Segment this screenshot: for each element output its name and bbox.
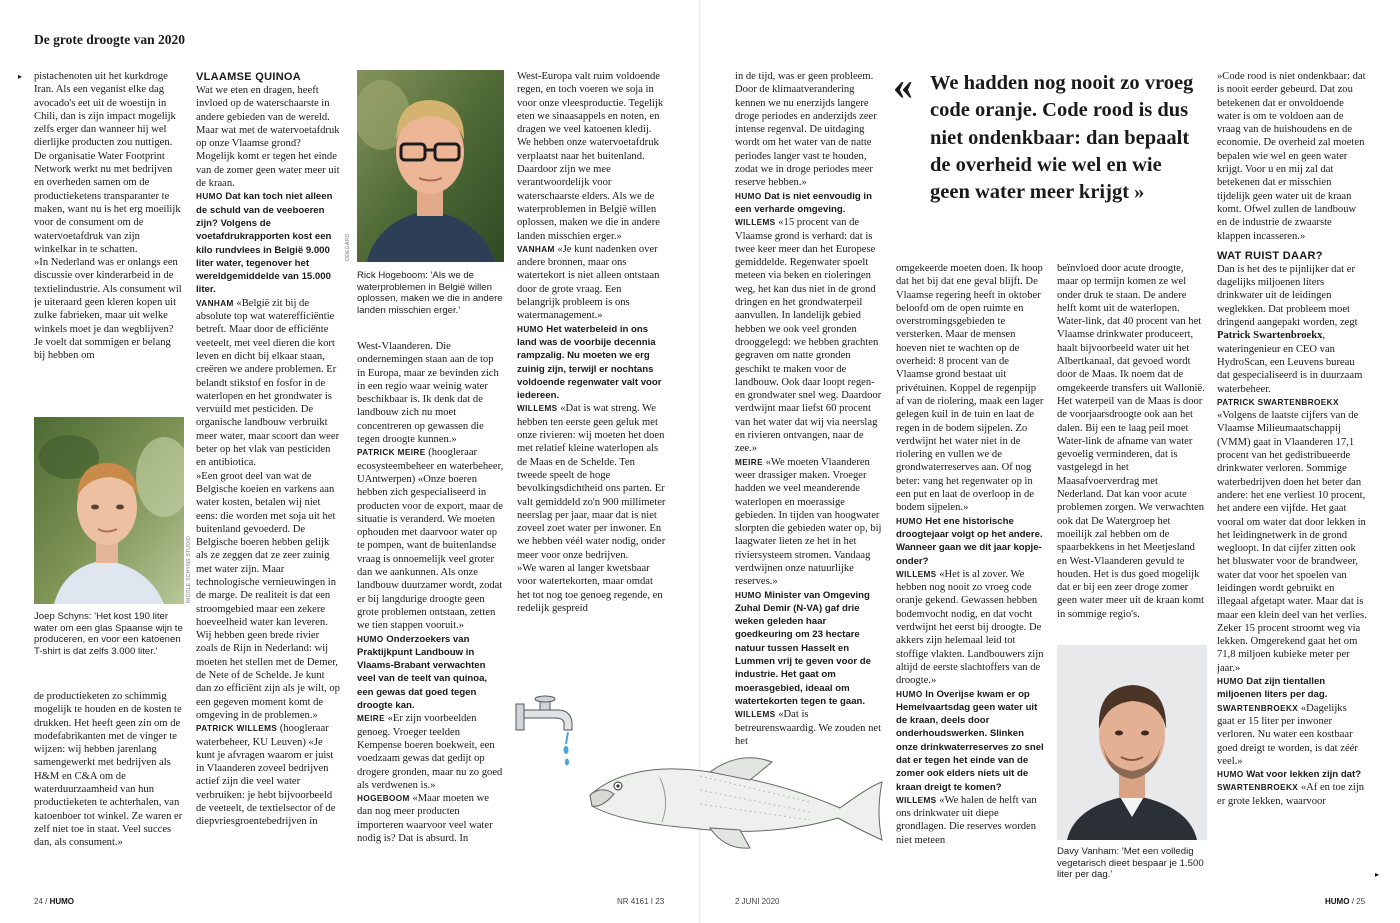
interview-answer: «Onze boeren hebben zich gespecialiseerd in producten voor de export, maar de situatie is veranderd. We moeten ophouden met daarvoor water op te pompen, want de buitenlandse vraag is onnoemelijk veel groter dan we aankunnen. Als onze landbouw duurzamer wordt, zodat er bij langdurige droogte geen grote problemen ontstaan, zetten we tien stappen vooruit.» bbox=[357, 473, 503, 632]
portrait-image bbox=[357, 70, 504, 262]
interview-answer: «15 procent van de Vlaamse grond is verhard: dat is twee keer meer dan het Europese gemiddelde. Regenwater spoelt meteen via beken en rioleringen weg, het kan dus niet in de grond dringen en het grondwaterpeil aanvullen. In landelijk gebied hebben we ook veel gronden drooggelegd: we hebben grachten gegraven om natte gronden geschikt te maken voor de landbouw. Ook daar loopt regen- en grondwater snel weg. Daardoor verdwijnt maar liefst 60 procent van het water dat wij via neerslag en rivieren ontvangen, naar de zee.» bbox=[735, 217, 882, 455]
paragraph: Dan is het des te pijnlijker dat er dagelijks miljoenen liters drinkwater uit de leidingen weglekken. Dat probleem moet dringend aangepakt worden, zegt bbox=[1217, 263, 1358, 329]
column-5 bbox=[735, 70, 885, 770]
speaker-label: HUMO bbox=[735, 191, 762, 201]
portrait-image bbox=[1057, 645, 1207, 840]
interview-answer: «Volgens de laatste cijfers van de Vlaamse Milieumaatschappij (VMM) gaat in Vlaanderen 17,1 procent van het gedistribueerde drinkwater verloren. Sommige waterbedrijven doen het beter dan andere: het ene verliest 10 procent, het andere een vijfde. Het gaat vooral om water dat door lekken in het leidingnetwerk in de grond wegloopt. In dat cijfer zitten ook het bluswater voor de brandweer, water dat voor het spoelen van leidingen wordt gebruikt en illegaal afgetapt water. Maar dat is maar een klein deel van het verlies. Zeker 15 procent stroomt weg via lekken. Omgerekend gaat het om 71,8 miljoen kubieke meter per jaar.» bbox=[1217, 410, 1367, 674]
speaker-label: MEIRE bbox=[735, 457, 763, 467]
speaker-label: PATRICK SWARTENBROEKX bbox=[1217, 397, 1339, 407]
interview-answer: «Dat is betreurenswaardig. We zouden net het bbox=[735, 709, 882, 747]
paragraph: beïnvloed door acute droogte, maar op termijn komen ze wel onder druk te staan. De andere helft komt uit de waterlopen. Water-link, dat 40 procent van het Vlaamse drinkwater produceert, haalt bijvoorbeeld water uit het Albertkanaal, dat gevoed wordt door de Maas. Ik noem dat de omgekeerde transfers uit Wallonië. Het waterpeil van de Maas is door de voorjaarsdroogte ook aan het dalen. Bij een te laag peil moet Water-link de afname van water gevoelig verminderen, dat is vastgelegd in het Maasafvoerverdrag met Nederland. Dat kan voor acute problemen zorgen. We verwachten ook dat De Watergroep het moeilijk zal hebben om de spaarbekkens in het Meetjesland en West-Vlaanderen gevuld te houden. Het is dus goed mogelijk dat er bij een zeer droge zomer geen water meer uit de kraan komt in sommige regio's. bbox=[1057, 263, 1205, 620]
speaker-label: HUMO bbox=[357, 634, 384, 644]
paragraph: de productieketen zo schimmig mogelijk te houden en de kosten te drukken. Het heeft geen zin om de modefabrikanten met de vinger te wijzen: wij hebben jarenlang samengewerkt met bedrijven als H&M en C&A om de waterduurzaamheid van hun productieketen te achterhalen, van katoenboer tot winkel. Ze waren er zelf niet toe in staat. Veel succes dan, als consument.» bbox=[34, 691, 183, 849]
speaker-label: HUMO bbox=[517, 324, 544, 334]
person-name: Patrick Swartenbroekx bbox=[1217, 330, 1323, 342]
section-title: De grote droogte van 2020 bbox=[34, 32, 185, 47]
interview-answer: «Je kunt nadenken over andere bronnen, maar ons watertekort is niet alleen ontstaan door de grote vraag. Een belangrijk probleem is ons watermanagement.» bbox=[517, 243, 660, 322]
fish-illustration bbox=[590, 758, 882, 848]
speaker-label: WILLEMS bbox=[735, 218, 776, 228]
paragraph: »Code rood is niet ondenkbaar: dat is nooit eerder gebeurd. Dat zou betekenen dat er onvoldoende water is om te voldoen aan de vraag van de huishoudens en de economie. De overheid zal moeten bepalen wie wel en geen water krijgt. Voor u en mij zal dat betekenen dat er misschien tijdelijk geen water uit de kraan komt. Ofwel zullen de landbouw en de industrie de zwaarste klappen incasseren.» bbox=[1217, 71, 1366, 242]
paragraph: West-Vlaanderen. Die ondernemingen staan aan de top in Europa, maar ze bevinden zich in een regio waar weinig water beschikbaar is. Ik denk dat de landbouw zich nu moet concentreren op gewassen die tegen droogte kunnen.» bbox=[357, 341, 499, 446]
photo-credit: NICOLE SCHYNS STUDIO bbox=[186, 535, 192, 603]
paragraph: Wat we eten en dragen, heeft invloed op de waterschaarste in andere gebieden van de wereld. Maar wat met de watervoetafdruk op onze Vlaamse grond? Mogelijk komt er tegen het einde van de zomer geen water meer uit de kraan. bbox=[196, 85, 340, 190]
column-1-bottom bbox=[34, 690, 184, 882]
speaker-label: HUMO bbox=[1217, 770, 1244, 780]
paragraph: omgekeerde moeten doen. Ik hoop dat het bij dat ene geval blijft. De Vlaamse regering heeft in oktober beloofd om de open ruimte en overstromingsgebieden te versterken. Maar de mensen hoeven niet te wachten op de overheid: 8 procent van de Vlaamse grond bestaat uit privétuinen. Koppel de regenpijp af van de riolering, maak een lager gelegen kuil in de tuin en laat de regen in de bodem sijpelen. Zo verdwijnt het water niet in de riolering en vullen we de grondwaterreserves aan. Of nog beter: vang het regenwater op in een put en laat de overloop in de bodem sijpelen.» bbox=[896, 263, 1044, 514]
speaker-label: SWARTENBROEKX bbox=[1217, 703, 1299, 713]
page-number: / 25 bbox=[1351, 897, 1366, 906]
paragraph: in de tijd, was er geen probleem. Door de klimaatverandering kennen we nu enerzijds langere droge periodes en anderzijds zeer intense regenval. De uitdaging wordt om het water van de natte periodes langer vast te houden, zodat we in droge periodes meer reserve hebben.» bbox=[735, 71, 877, 189]
paragraph: pistachenoten uit het kurkdroge Iran. Als een veganist elke dag avocado's eet uit de woestijn in Chili, dan is zijn impact mogelijk zelfs erger dan wanneer hij wel dierlijke producten zou nuttigen. De organisatie Water Footprint Network werkt nu met bedrijven en overheden samen om de productieketens transparanter te maken, want nu is het erg moeilijk voor de consument om de watervoetafdruk van zijn winkelkar in te schatten. bbox=[34, 71, 181, 255]
arrow-right-icon: ▸ bbox=[1375, 870, 1380, 879]
speaker-label: WILLEMS bbox=[896, 795, 937, 805]
speaker-label: PATRICK MEIRE bbox=[357, 448, 426, 458]
interview-answer: «België zit bij de absolute top wat waterefficiëntie betreft. Maar door de efficiënte veeteelt, met veel dieren die kort leven en dicht bij elkaar staan, creëren we andere problemen. Er belandt stikstof en fosfor in de waterlopen en het grondwater is vervuild met pesticiden. De organische landbouw verbruikt meer water, maar scoort dan weer beter op het vlak van pesticiden en antibiotica. bbox=[196, 297, 340, 469]
column-3 bbox=[357, 340, 504, 882]
pullquote-mark: « bbox=[893, 63, 913, 108]
speaker-role: (hoogleraar waterbeheer, KU Leuven) bbox=[196, 723, 329, 748]
interview-answer: «Dat is wat streng. We hebben ten eerste geen geluk met onze rivieren: wij moeten het doen met relatief kleine waterlopen als de Maas en de Schelde. Ten tweede speelt de hoge bevolkingsdichtheid ons parten. Er valt gemiddeld zo'n 900 millimeter neerslag per jaar, maar dat is niet zoveel zoet water per inwoner. En we hebben véél water nodig, onder meer voor onze bedrijven. bbox=[517, 403, 666, 561]
paragraph: »We waren al langer kwetsbaar voor watertekorten, maar omdat het tot nog toe genoeg regende, en redelijk gespreid bbox=[517, 562, 663, 614]
speaker-label: HUMO bbox=[196, 192, 223, 202]
speaker-label: WILLEMS bbox=[896, 569, 937, 579]
speaker-label: WILLEMS bbox=[517, 404, 558, 414]
subheading: VLAAMSE QUINOA bbox=[196, 71, 302, 83]
interview-answer: «Maar moeten we dan nog meer producten importeren waarvoor veel water nodig is? Dat is absurd. In bbox=[357, 793, 493, 844]
column-6 bbox=[896, 262, 1044, 882]
photo-credit: ODEGARD bbox=[345, 233, 351, 261]
speaker-label: VANHAM bbox=[196, 298, 234, 308]
interview-question: Dat zijn tientallen miljoenen liters per dag. bbox=[1217, 676, 1328, 701]
brand-logo: HUMO bbox=[1325, 897, 1350, 906]
speaker-label: HUMO bbox=[896, 689, 923, 699]
column-7 bbox=[1057, 262, 1207, 640]
photo-davy-vanham bbox=[1057, 645, 1207, 840]
interview-question: In Overijse kwam er op Hemelvaartsdag geen water uit de kraan, deels door onderhoudswerken. Slinken onze drinkwaterreserves zo snel dat er tegen het einde van de zomer ook elders niets uit de kraan dreigt te komen? bbox=[896, 688, 1044, 793]
interview-question: Het ene historische droogtejaar volgt op het andere. Wanneer gaan we dit jaar kopje-onder? bbox=[896, 515, 1043, 567]
speaker-label: VANHAM bbox=[517, 244, 555, 254]
column-8 bbox=[1217, 70, 1367, 882]
speaker-label: HUMO bbox=[896, 516, 923, 526]
column-2 bbox=[196, 70, 341, 882]
photo-rick-hogeboom bbox=[357, 70, 504, 262]
interview-question: Het waterbeleid in ons land was de voorbije decennia rampzalig. Nu moeten we erg zuinig zijn, terwijl er nochtans voldoende regenwater valt voor iedereen. bbox=[517, 323, 662, 402]
paragraph: , wateringenieur en CEO van HydroScan, een Leuvens bureau dat gespecialiseerd is in duurzaam waterbeheer. bbox=[1217, 330, 1363, 395]
pullquote: We hadden nog nooit zo vroeg code oranje. Code rood is dus niet ondenkbaar: dan bepaalt de overheid wie wel en wie geen water meer krijgt » bbox=[930, 72, 1194, 204]
issue-number: NR 4161 I 23 bbox=[617, 897, 665, 906]
speaker-label: WILLEMS bbox=[735, 710, 776, 720]
page-number: 24 / bbox=[34, 897, 48, 906]
speaker-label: PATRICK WILLEMS bbox=[196, 724, 278, 734]
speaker-label: HUMO bbox=[1217, 677, 1244, 687]
interview-answer: «Af en toe zijn er grote lekken, waarvoor bbox=[1217, 782, 1365, 807]
portrait-image bbox=[34, 417, 184, 604]
faucet-illustration bbox=[516, 696, 572, 766]
photo-caption: Joep Schyns: 'Het kost 190 liter water om een glas Spaanse wijn te produceren, en voor een katoenen T-shirt is dat zelfs 3.000 liter.' bbox=[34, 611, 183, 657]
column-1-top bbox=[34, 70, 184, 410]
speaker-label: HUMO bbox=[735, 590, 762, 600]
arrow-right-icon: ▸ bbox=[18, 72, 23, 81]
interview-answer: «We halen de helft van ons drinkwater uit diepe grondlagen. Die reserves worden niet meteen bbox=[896, 794, 1037, 846]
interview-answer: «Er zijn voorbeelden genoeg. Vroeger teelden Kempense boeren boekweit, een voedzaam gewas dat gedijt op drogere gronden, maar nu zo goed als verdwenen is.» bbox=[357, 713, 503, 791]
interview-question: Onderzoekers van Praktijkpunt Landbouw in Vlaams-Brabant verwachten veel van de teelt van quinoa, een gewas dat goed tegen droogte kan. bbox=[357, 633, 488, 712]
interview-answer: «Je kunt je afvragen waarom er juist in Vlaanderen zoveel bedrijven actief zijn die veel water verbruiken: je hebt bijvoorbeeld de veeteelt, de textielsector of de diepvriesgroentebedrijven in bbox=[196, 736, 336, 828]
column-4 bbox=[517, 70, 667, 670]
interview-question: Wat voor lekken zijn dat? bbox=[1246, 769, 1362, 781]
photo-joep-schyns bbox=[34, 417, 184, 604]
speaker-label: HOGEBOOM bbox=[357, 794, 410, 804]
interview-question: Dat is niet eenvoudig in een verharde omgeving. bbox=[735, 190, 872, 215]
paragraph: »In Nederland was er onlangs een discussie over kinderarbeid in de textielindustrie. Als consument wil je uiteraard geen kleren kopen uit zulke fabrieken, maar uit welke winkels moet je dan wegblijven? Je voelt dat sommigen er belang bij hebben om bbox=[34, 257, 182, 362]
issue-date: 2 JUNI 2020 bbox=[735, 897, 780, 906]
photo-caption: Rick Hogeboom: 'Als we de waterproblemen in België willen oplossen, maken we die in andere landen misschien erger.' bbox=[357, 270, 503, 316]
brand-logo: HUMO bbox=[49, 897, 75, 906]
speaker-role: (hoogleraar ecosysteembeheer en waterbeheer, UAntwerpen) bbox=[357, 447, 504, 485]
speaker-label: MEIRE bbox=[357, 714, 385, 724]
footer-left bbox=[34, 897, 74, 906]
interview-answer: «Dagelijks gaat er 15 liter per inwoner verloren. Nu water een kostbaar goed dreigt te worden, is dat zéér veel.» bbox=[1217, 702, 1358, 767]
paragraph: West-Europa valt ruim voldoende regen, en toch voeren we soja in voor onze vleesproductie. Tegelijk eten we sinaasappels en noten, en dragen we veel katoenen kledij. We hebben onze watervoetafdruk verplaatst naar het buitenland. Daardoor zijn we mee verantwoordelijk voor waterschaarste elders. Als we de waterproblemen in België willen oplossen, maken we die in andere landen misschien erger.» bbox=[517, 71, 664, 242]
interview-answer: «We moeten Vlaanderen weer drassiger maken. Vroeger hadden we veel meanderende waterlopen en moerassige gebieden. In tijden van hoogwater slorpten die gebieden water op, bij laagwater lieten ze het in het riviersysteem stromen. Vandaag verdwijnen onze natuurlijke reserves.» bbox=[735, 456, 882, 588]
footer-right bbox=[1325, 897, 1365, 906]
subheading: WAT RUIST DAAR? bbox=[1217, 249, 1323, 262]
interview-question: Minister van Omgeving Zuhal Demir (N-VA) gaf drie weken geleden haar goedkeuring om 23 hectare natuur tussen Hasselt en Lummen vrij te geven voor de industrie. Het gaat om moerasgebied, ideaal om watertekorten tegen te gaan. bbox=[735, 589, 871, 707]
paragraph: »Een groot deel van wat de Belgische koeien en varkens aan water kosten, betalen wij niet eens: die worden met soja uit het buitenland gevoederd. De Belgische boeren hebben gelijk als ze zeggen dat ze zeer zuinig met water zijn. Maar technologische vernieuwingen in de marge. De realiteit is dat een stroomgebied maar een zekere hoeveelheid water kan leveren. Wij hebben geen brede rivier zoals de Rijn in Nederland: wij moeten het stellen met de Demer, de Nete of de Schelde. Je kunt dan zo efficiënt zijn als je wilt, op een gegeven moment komt de omgeving in de problemen.» bbox=[196, 470, 340, 721]
photo-caption: Davy Vanham: 'Met een volledig vegetarisch dieet bespaar je 1.500 liter per dag.' bbox=[1057, 846, 1204, 880]
interview-question: Dat kan toch niet alleen de schuld van de veeboeren zijn? Volgens de voetafdrukrapporten kost een kilo rundvlees in België 9.000 liter water, tegenover het wereldgemiddelde van 15.000 liter. bbox=[196, 191, 333, 296]
speaker-label: SWARTENBROEKX bbox=[1217, 783, 1299, 793]
interview-answer: «Het is al zover. We hebben nog nooit zo vroeg code oranje gekend. Gewassen hebben bodemvocht nodig, en dat vocht verdwijnt het eerst bij droogte. De akkers zijn helemaal leid tot stoffige vlakten. Landbouwers zijn altijd de eerste slachtoffers van de droogte.» bbox=[896, 568, 1044, 687]
